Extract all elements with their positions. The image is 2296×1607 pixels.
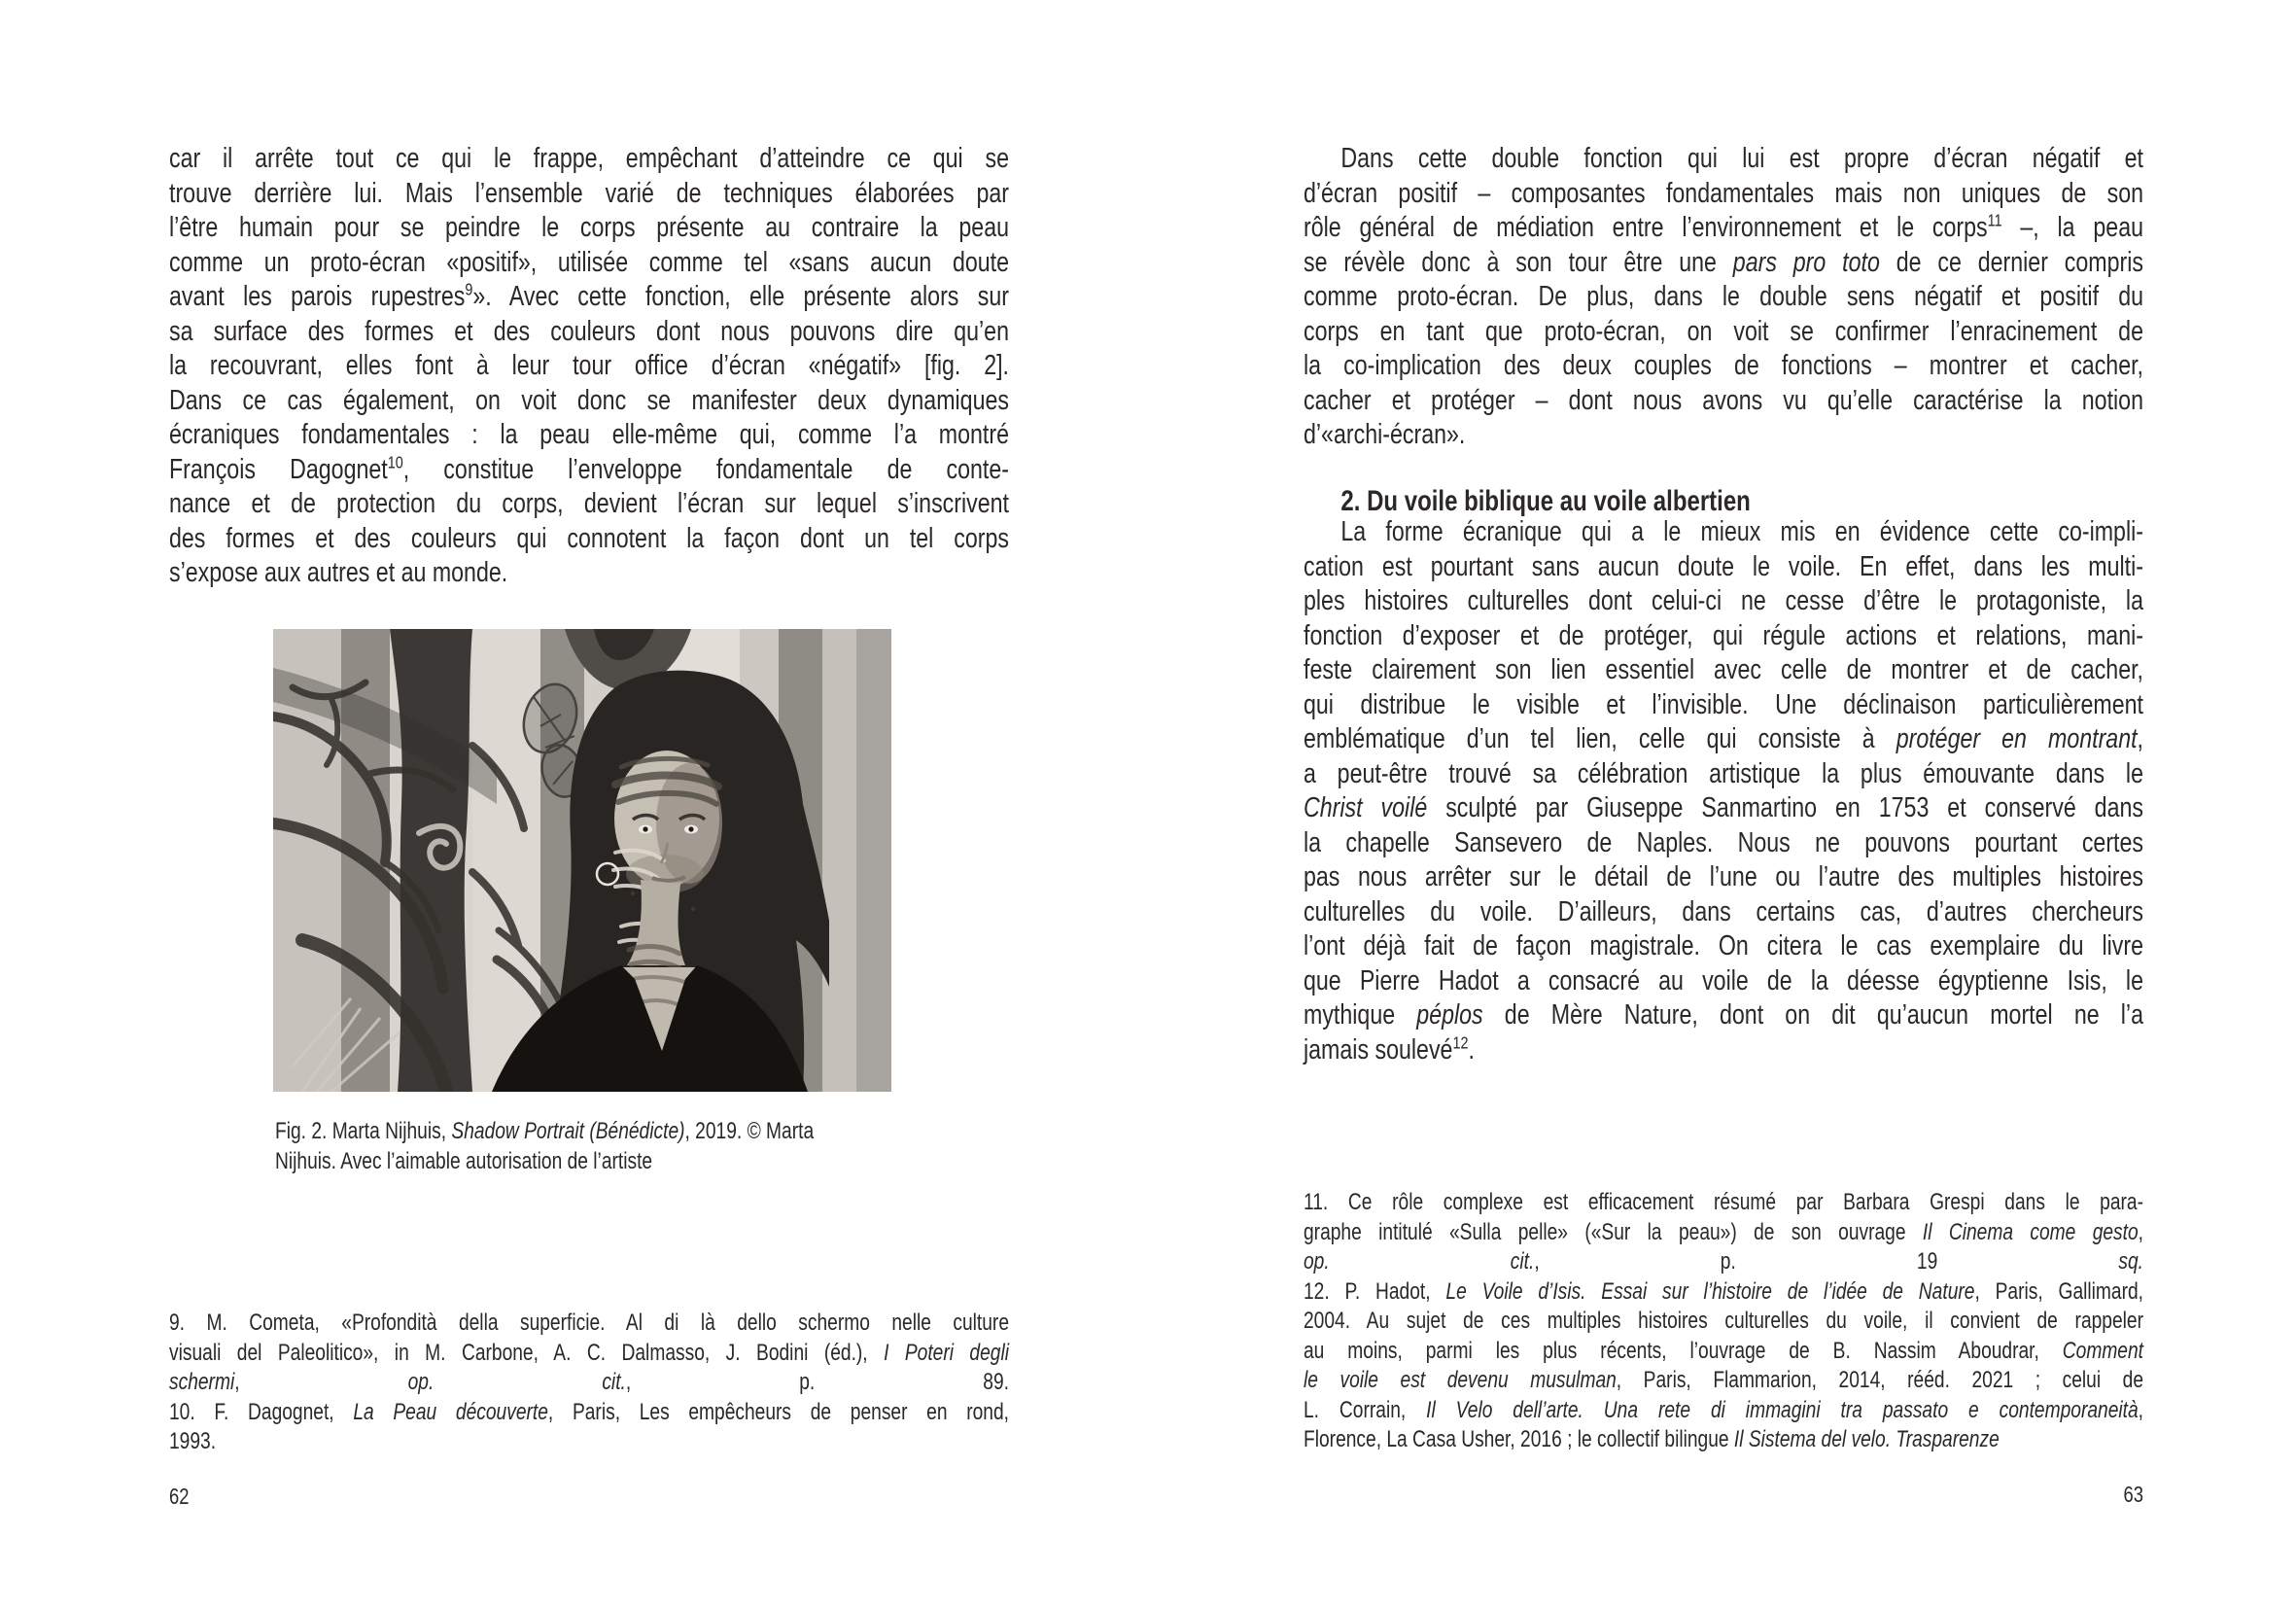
page-number-right: 63	[2123, 1482, 2143, 1507]
text-line: 1993.	[169, 1428, 217, 1454]
text-line: graphe intitulé «Sulla pelle» («Sur la peau») de son ouvrage Il Cinema come gesto,	[1304, 1218, 2143, 1245]
text-line: ples histoires culturelles dont celui-ci ne cesse d’être le protagoniste, la	[1304, 585, 2143, 616]
text-line: la chapelle Sansevero de Naples. Nous ne pouvons pourtant certes	[1304, 826, 2143, 858]
left-body-paragraph	[169, 142, 1009, 591]
text-line: François Dagognet$^{10}$, constitue l’enveloppe fondamentale de conte-	[169, 451, 1010, 485]
right-footnotes	[1304, 1188, 2143, 1455]
right-paragraph-2	[1304, 515, 2143, 1067]
text-line: feste clairement son lien essentiel avec celle de montrer et de cacher,	[1304, 654, 2143, 685]
text-line: comme proto-écran. De plus, dans le double sens négatif et positif du	[1304, 281, 2143, 312]
text-line: trouve derrière lui. Mais l’ensemble varié de techniques élaborées par	[169, 177, 1009, 209]
text-line: l’être humain pour se peindre le corps présente au contraire la peau	[169, 212, 1009, 243]
figure-caption	[275, 1117, 921, 1176]
text-line: emblématique d’un tel lien, celle qui consiste à protéger en montrant,	[1304, 723, 2143, 754]
right-paragraph-1	[1304, 142, 2143, 453]
text-line: avant les parois rupestres$^9$». Avec cette fonction, elle présente alors sur	[169, 279, 1009, 312]
text-line: s’expose aux autres et au monde.	[169, 557, 508, 588]
text-line: 10. F. Dagognet, La Peau découverte, Paris, Les empêcheurs de penser en rond,	[169, 1398, 1009, 1425]
text-line: rôle général de médiation entre l’environnement et le corps$^{11}$ –, la peau	[1304, 210, 2143, 243]
text-line: d’écran positif – composantes fondamentales mais non uniques de son	[1304, 177, 2143, 209]
text-line: sa surface des formes et des couleurs dont nous pouvons dire qu’en	[169, 315, 1009, 347]
text-line: écraniques fondamentales : la peau elle-même qui, comme l’a montré	[169, 419, 1009, 450]
section-heading: 2. Du voile biblique au voile albertien	[1340, 485, 1751, 517]
text-line: L. Corrain, Il Velo dell’arte. Una rete di immagini tra passato e contemporaneità,	[1304, 1396, 2143, 1423]
text-line: Fig. 2. Marta Nijhuis, Shadow Portrait (Bénédicte), 2019. © Marta	[275, 1118, 815, 1144]
text-line: mythique péplos de Mère Nature, dont on dit qu’aucun mortel ne l’a	[1304, 999, 2143, 1031]
text-line: Dans ce cas également, on voit donc se manifester deux dynamiques	[169, 384, 1009, 416]
text-line: au moins, parmi les plus récents, l’ouvrage de B. Nassim Aboudrar, Comment	[1304, 1337, 2143, 1364]
text-line: cation est pourtant sans aucun doute le voile. En effet, dans les multi-	[1304, 550, 2143, 582]
text-line: que Pierre Hadot a consacré au voile de la déesse égyptienne Isis, le	[1304, 964, 2143, 996]
page-number-left: 62	[169, 1484, 190, 1509]
text-line: des formes et des couleurs qui connotent la façon dont un tel corps	[169, 522, 1009, 554]
text-line: pas nous arrêter sur le détail de l’une ou l’autre des multiples histoires	[1304, 861, 2143, 892]
text-line: l’ont déjà fait de façon magistrale. On citera le cas exemplaire du livre	[1304, 930, 2143, 961]
text-line: la recouvrant, elles font à leur tour office d’écran «négatif» [fig. 2].	[169, 350, 1009, 381]
text-line: 11. Ce rôle complexe est efficacement résumé par Barbara Grespi dans le para-	[1304, 1189, 2143, 1215]
text-line: cacher et protéger – dont nous avons vu qu’elle caractérise la notion	[1304, 384, 2143, 416]
text-line: visuali del Paleolitico», in M. Carbone, A. C. Dalmasso, J. Bodini (éd.), I Poteri degli	[169, 1339, 1009, 1366]
text-line: la co-implication des deux couples de fonctions – montrer et cacher,	[1304, 350, 2143, 381]
text-line: schermi, op. cit., p. 89.	[169, 1369, 1009, 1395]
text-line: car il arrête tout ce qui le frappe, empêchant d’atteindre ce qui se	[169, 143, 1009, 174]
text-line: culturelles du voile. D’ailleurs, dans certains cas, d’autres chercheurs	[1304, 895, 2143, 927]
text-line: Nijhuis. Avec l’aimable autorisation de l’artiste	[275, 1147, 653, 1174]
text-line: le voile est devenu musulman, Paris, Flammarion, 2014, rééd. 2021 ; celui de	[1304, 1367, 2143, 1393]
text-line: jamais soulevé$^{12}$.	[1304, 1031, 1475, 1066]
text-line: op. cit., p. 19 sq.	[1304, 1248, 2143, 1275]
text-line: d’«archi-écran».	[1304, 419, 1466, 450]
text-line: comme un proto-écran «positif», utilisée comme tel «sans aucun doute	[169, 246, 1009, 278]
text-line: 9. M. Cometa, «Profondità della superficie. Al di là dello schermo nelle culture	[169, 1310, 1009, 1336]
shadow-portrait-image	[273, 629, 891, 1092]
text-line: qui distribue le visible et l’invisible. Une déclinaison particulièrement	[1304, 688, 2143, 720]
text-line: 12. P. Hadot, Le Voile d’Isis. Essai sur l’histoire de l’idée de Nature, Paris, Gallimard,	[1304, 1277, 2143, 1305]
text-line: Dans cette double fonction qui lui est propre d’écran négatif et	[1340, 143, 2143, 174]
text-line: La forme écranique qui a le mieux mis en évidence cette co-impli-	[1340, 516, 2143, 547]
text-line: nance et de protection du corps, devient l’écran sur lequel s’inscrivent	[169, 488, 1009, 519]
text-line: fonction d’exposer et de protéger, qui régule actions et relations, mani-	[1304, 619, 2143, 651]
text-line: 2004. Au sujet de ces multiples histoires culturelles du voile, il convient de rappeler	[1304, 1308, 2143, 1334]
figure-photo	[273, 629, 891, 1092]
text-line: Florence, La Casa Usher, 2016 ; le collectif bilingue Il Sistema del velo. Trasparenze	[1304, 1426, 2000, 1452]
left-footnotes	[169, 1309, 1009, 1457]
text-line: corps en tant que proto-écran, on voit se confirmer l’enracinement de	[1304, 315, 2143, 347]
text-line: Christ voilé sculpté par Giuseppe Sanmartino en 1753 et conservé dans	[1304, 792, 2143, 823]
text-line: a peut-être trouvé sa célébration artistique la plus émouvante dans le	[1304, 757, 2143, 789]
text-line: se révèle donc à son tour être une pars pro toto de ce dernier compris	[1304, 246, 2143, 278]
